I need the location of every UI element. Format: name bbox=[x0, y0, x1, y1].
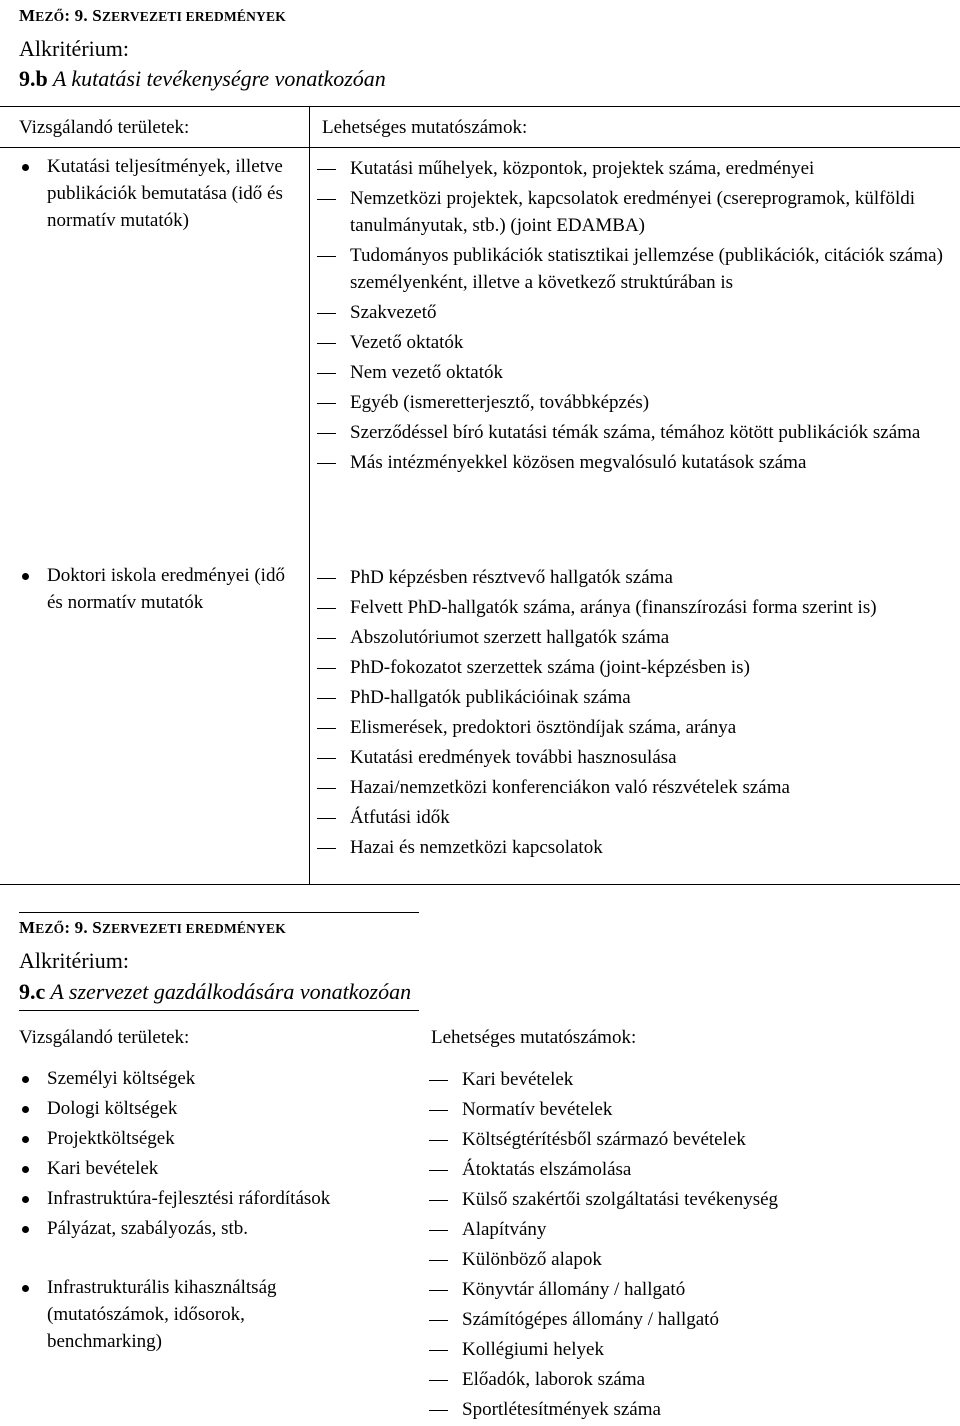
section2-left-list-1 bbox=[19, 1065, 419, 1242]
table-bottom-border bbox=[0, 884, 960, 885]
list-item: Nemzetközi projektek, kapcsolatok eredményei (csereprogramok, külföldi tanulmányutak, stb.) (joint EDAMBA) bbox=[317, 185, 953, 239]
list-item: Külső szakértői szolgáltatási tevékenység bbox=[429, 1186, 954, 1213]
list-item: Vezető oktatók bbox=[317, 329, 953, 356]
list-item: Könyvtár állomány / hallgató bbox=[429, 1276, 954, 1303]
list-item: Doktori iskola eredményei (idő és normatív mutatók bbox=[19, 562, 289, 616]
list-item: Előadók, laborok száma bbox=[429, 1366, 954, 1393]
list-item: Felvett PhD-hallgatók száma, aránya (finanszírozási forma szerint is) bbox=[317, 594, 953, 621]
field-title-part: EZŐ bbox=[35, 9, 65, 24]
section2-subtitle-rule bbox=[19, 1010, 419, 1011]
field-title-part: : 9. bbox=[64, 918, 93, 937]
section1-alkriterium: Alkritérium: bbox=[19, 36, 129, 61]
list-item: Kollégiumi helyek bbox=[429, 1336, 954, 1363]
section1-left-list-2 bbox=[19, 562, 289, 616]
list-item: Költségtérítésből származó bevételek bbox=[429, 1126, 954, 1153]
list-item: Különböző alapok bbox=[429, 1246, 954, 1273]
section1-subtitle bbox=[19, 66, 386, 92]
list-item: Hazai és nemzetközi kapcsolatok bbox=[317, 834, 953, 861]
field-title-part: S bbox=[92, 918, 102, 937]
field-title-part: ZERVEZETI EREDMÉNYEK bbox=[101, 921, 286, 936]
field-title-part: M bbox=[19, 6, 36, 25]
list-item: PhD képzésben résztvevő hallgatók száma bbox=[317, 564, 953, 591]
list-item: Számítógépes állomány / hallgató bbox=[429, 1306, 954, 1333]
list-item: Kutatási eredmények további hasznosulása bbox=[317, 744, 953, 771]
list-item: Abszolutóriumot szerzett hallgatók száma bbox=[317, 624, 953, 651]
section2-top-rule bbox=[19, 912, 419, 913]
section2-left-list-2 bbox=[19, 1274, 349, 1355]
field-title-part: S bbox=[92, 6, 102, 25]
list-item: PhD-fokozatot szerzettek száma (joint-képzésben is) bbox=[317, 654, 953, 681]
section2-right-list bbox=[429, 1066, 954, 1423]
list-item: Átoktatás elszámolása bbox=[429, 1156, 954, 1183]
section2-right-header: Lehetséges mutatószámok: bbox=[431, 1027, 637, 1048]
section1-left-list-1 bbox=[19, 153, 289, 234]
list-item: Más intézményekkel közösen megvalósuló kutatások száma bbox=[317, 449, 953, 476]
table-top-border bbox=[0, 106, 960, 107]
list-item: Projektköltségek bbox=[19, 1125, 419, 1152]
column-divider bbox=[309, 106, 310, 884]
section2-alkriterium: Alkritérium: bbox=[19, 948, 129, 973]
section1-right-header: Lehetséges mutatószámok: bbox=[322, 117, 528, 138]
list-item: Dologi költségek bbox=[19, 1095, 419, 1122]
section2-field-title bbox=[19, 918, 286, 938]
list-item: Infrastruktúra-fejlesztési ráfordítások bbox=[19, 1185, 419, 1212]
field-title-part: EZŐ bbox=[35, 921, 65, 936]
section1-left-header: Vizsgálandó területek: bbox=[19, 117, 190, 138]
subtitle-text: A szervezet gazdálkodására vonatkozóan bbox=[45, 979, 412, 1004]
subtitle-number: 9.c bbox=[19, 979, 46, 1004]
list-item: Egyéb (ismeretterjesztő, továbbképzés) bbox=[317, 389, 953, 416]
section1-right-list-1 bbox=[317, 155, 953, 476]
section2-subtitle bbox=[19, 979, 411, 1005]
list-item: Normatív bevételek bbox=[429, 1096, 954, 1123]
list-item: Szerződéssel bíró kutatási témák száma, témához kötött publikációk száma bbox=[317, 419, 953, 446]
section1-field-title bbox=[19, 6, 286, 26]
section2-left-header: Vizsgálandó területek: bbox=[19, 1027, 190, 1048]
list-item: Infrastrukturális kihasználtság (mutatószámok, idősorok, benchmarking) bbox=[19, 1274, 349, 1355]
list-item: Nem vezető oktatók bbox=[317, 359, 953, 386]
list-item: Pályázat, szabályozás, stb. bbox=[19, 1215, 419, 1242]
list-item: Kari bevételek bbox=[429, 1066, 954, 1093]
list-item: Hazai/nemzetközi konferenciákon való részvételek száma bbox=[317, 774, 953, 801]
subtitle-text: A kutatási tevékenységre vonatkozóan bbox=[47, 66, 386, 91]
field-title-part: : 9. bbox=[64, 6, 93, 25]
list-item: Sportlétesítmények száma bbox=[429, 1396, 954, 1423]
field-title-part: ZERVEZETI EREDMÉNYEK bbox=[101, 9, 286, 24]
list-item: Szakvezető bbox=[317, 299, 953, 326]
field-title-part: M bbox=[19, 918, 36, 937]
list-item: Kari bevételek bbox=[19, 1155, 419, 1182]
list-item: Átfutási idők bbox=[317, 804, 953, 831]
table-header-border bbox=[0, 147, 960, 148]
list-item: Alapítvány bbox=[429, 1216, 954, 1243]
section1-right-list-2 bbox=[317, 564, 953, 861]
list-item: Személyi költségek bbox=[19, 1065, 419, 1092]
list-item: Tudományos publikációk statisztikai jellemzése (publikációk, citációk száma) személyenként, illetve a következő struktúrában is bbox=[317, 242, 953, 296]
list-item: Kutatási műhelyek, központok, projektek száma, eredményei bbox=[317, 155, 953, 182]
list-item: Kutatási teljesítmények, illetve publikációk bemutatása (idő és normatív mutatók) bbox=[19, 153, 289, 234]
list-item: PhD-hallgatók publikációinak száma bbox=[317, 684, 953, 711]
list-item: Elismerések, predoktori ösztöndíjak száma, aránya bbox=[317, 714, 953, 741]
subtitle-number: 9.b bbox=[19, 66, 48, 91]
